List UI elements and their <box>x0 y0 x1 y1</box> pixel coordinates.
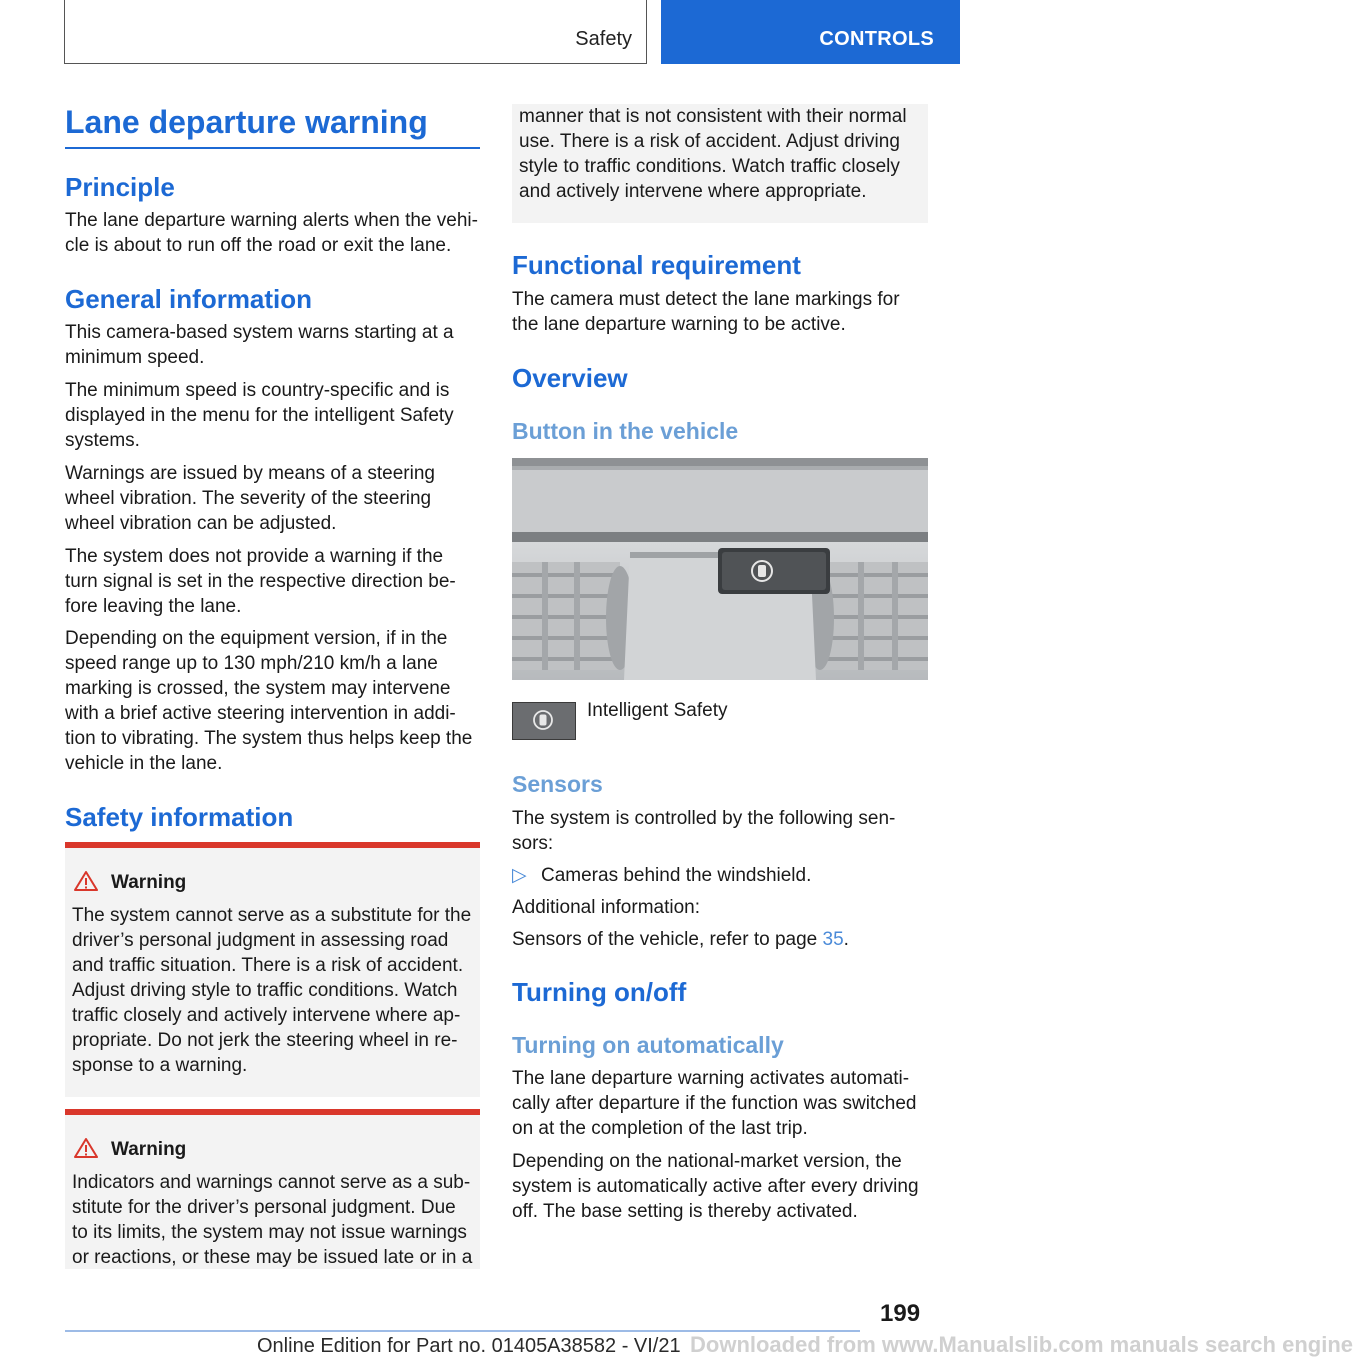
text-line: off. The base setting is thereby activated. <box>512 1201 858 1222</box>
heading-turning-on-automatically: Turning on automatically <box>512 1032 784 1058</box>
functional-text <box>512 287 900 337</box>
sensors-bullet: Cameras behind the windshield. <box>541 865 812 886</box>
text-line: manner that is not consistent with their normal <box>519 106 907 127</box>
principle-text <box>65 208 478 258</box>
text-line: The camera must detect the lane markings for <box>512 289 900 310</box>
auto-paragraph-1 <box>512 1066 916 1141</box>
text-line: systems. <box>65 430 140 451</box>
button-caption: Intelligent Safety <box>587 700 728 721</box>
text-line: style to traffic conditions. Watch traffic closely <box>519 156 900 177</box>
warning-box-1 <box>65 848 480 1097</box>
warning-text <box>72 903 471 1078</box>
text-line: This camera-based system warns starting at a <box>65 322 454 343</box>
text-line: displayed in the menu for the intelligent Safety <box>65 405 454 426</box>
title-rule <box>65 147 480 149</box>
general-paragraph-2 <box>65 378 454 453</box>
bullet-marker: ▷ <box>512 865 527 886</box>
heading-sensors: Sensors <box>512 771 603 797</box>
vehicle-console-photo <box>512 458 928 680</box>
warning-text <box>72 1170 472 1270</box>
text-line: and actively intervene where appropriate. <box>519 181 867 202</box>
general-paragraph-3 <box>65 461 435 536</box>
text-line: stitute for the driver’s personal judgment. Due <box>72 1197 456 1218</box>
warning-text <box>519 104 907 204</box>
text-line: the lane departure warning to be active. <box>512 314 846 335</box>
heading-overview: Overview <box>512 363 628 393</box>
warning-box-2-continued <box>512 104 928 223</box>
page-number: 199 <box>880 1300 921 1327</box>
general-paragraph-4 <box>65 544 456 619</box>
text-line: The lane departure warning alerts when the vehi- <box>65 210 478 231</box>
text-line: system is automatically active after every driving <box>512 1176 919 1197</box>
text-line: vehicle in the lane. <box>65 753 223 774</box>
warning-title: Warning <box>111 872 187 893</box>
watermark: Downloaded from www.Manualslib.com manuals search engine <box>690 1332 1353 1357</box>
text-line: wheel vibration can be adjusted. <box>65 513 337 534</box>
text-line: cle is about to run off the road or exit the lane. <box>65 235 452 256</box>
heading-button-in-vehicle: Button in the vehicle <box>512 418 739 444</box>
warning-title: Warning <box>111 1139 187 1160</box>
text-line: Depending on the national-market version, the <box>512 1151 902 1172</box>
text-line: to its limits, the system may not issue warnings <box>72 1222 467 1243</box>
general-paragraph-1 <box>65 320 454 370</box>
text-line: The system cannot serve as a substitute for the <box>72 905 472 926</box>
text-line: Warnings are issued by means of a steering <box>65 463 435 484</box>
text-line: The lane departure warning activates automati- <box>512 1068 910 1089</box>
text-line: and traffic situation. There is a risk of accident. <box>72 955 464 976</box>
text-line: sponse to a warning. <box>72 1055 248 1076</box>
intelligent-safety-icon <box>513 703 574 738</box>
heading-functional-requirement: Functional requirement <box>512 250 801 280</box>
header-section-title: Safety <box>575 28 632 50</box>
text-line: on at the completion of the last trip. <box>512 1118 808 1139</box>
text-line: traffic closely and actively intervene where ap- <box>72 1005 461 1026</box>
heading-general-information: General information <box>65 284 313 314</box>
text-line: or reactions, or these may be issued late or in a <box>72 1247 473 1268</box>
auto-paragraph-2 <box>512 1149 919 1224</box>
header-tab-controls <box>661 0 960 64</box>
page-title: Lane departure warning <box>65 104 428 140</box>
text-line: wheel vibration. The severity of the steering <box>65 488 432 509</box>
text-line: driver’s personal judgment in assessing road <box>72 930 449 951</box>
text-line: Depending on the equipment version, if in the <box>65 628 448 649</box>
text-line: The system is controlled by the following sen- <box>512 808 896 829</box>
text-line: cally after departure if the function was switched <box>512 1093 917 1114</box>
sensors-reference <box>512 927 849 952</box>
heading-turning-on-off: Turning on/off <box>512 977 687 1007</box>
text-line: use. There is a risk of accident. Adjust driving <box>519 131 900 152</box>
heading-safety-information: Safety information <box>65 802 294 832</box>
text-line: marking is crossed, the system may intervene <box>65 678 451 699</box>
reference-end: . <box>843 929 849 950</box>
intelligent-safety-button-thumbnail <box>512 702 576 740</box>
text-line: fore leaving the lane. <box>65 596 242 617</box>
reference-text: Sensors of the vehicle, refer to page <box>512 929 823 950</box>
text-line: propriate. Do not jerk the steering wheel in re- <box>72 1030 458 1051</box>
warning-triangle-icon <box>73 870 99 892</box>
header-tab-label: CONTROLS <box>819 28 934 50</box>
general-paragraph-5 <box>65 626 472 776</box>
text-line: sors: <box>512 833 554 854</box>
text-line: with a brief active steering intervention in addi- <box>65 703 456 724</box>
warning-box-2 <box>65 1115 480 1269</box>
text-line: Adjust driving style to traffic conditions. Watch <box>72 980 458 1001</box>
header-left-frame <box>64 0 647 64</box>
page-link[interactable]: 35 <box>822 929 844 950</box>
text-line: minimum speed. <box>65 347 205 368</box>
text-line: turn signal is set in the respective direction be- <box>65 571 456 592</box>
text-line: The system does not provide a warning if the <box>65 546 444 567</box>
text-line: Indicators and warnings cannot serve as a sub- <box>72 1172 471 1193</box>
footer-edition: Online Edition for Part no. 01405A38582 - VI/21 <box>257 1335 681 1357</box>
text-line: The minimum speed is country-specific and is <box>65 380 450 401</box>
additional-info-label: Additional information: <box>512 897 700 918</box>
text-line: tion to vibrating. The system thus helps keep the <box>65 728 473 749</box>
warning-triangle-icon <box>73 1137 99 1159</box>
heading-principle: Principle <box>65 172 175 202</box>
sensors-text <box>512 806 895 856</box>
text-line: speed range up to 130 mph/210 km/h a lane <box>65 653 438 674</box>
